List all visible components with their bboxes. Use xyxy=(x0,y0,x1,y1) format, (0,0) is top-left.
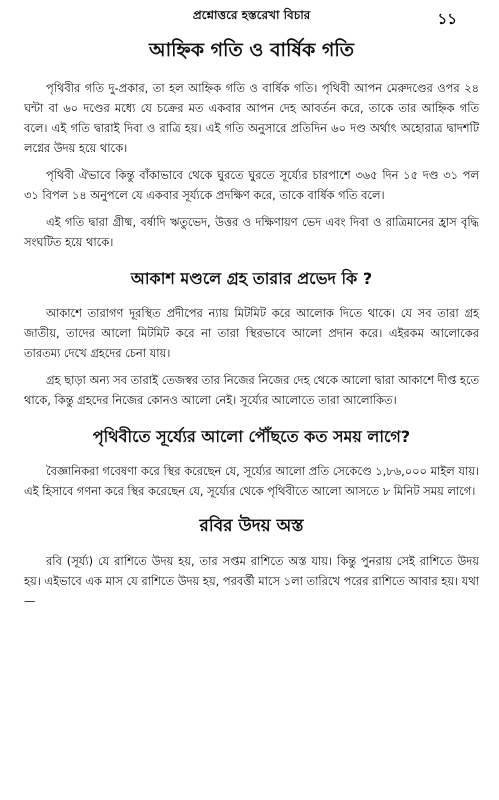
paragraph: পৃথিবী ঐভাবে কিন্তু বাঁকাভাবে থেকে ঘুরতে ঘুরতে সূর্য্যের চারপাশে ৩৬৫ দিন ১৫ দণ্ড ৩১ পল ৩১ বিপল ১৪ অনুপলে যে একবার সূর্য্যকে প্রদক্ষিণ করে, তাকে বার্ষিক গতি বলে। xyxy=(24,168,479,202)
section-sun-rise-set xyxy=(24,513,479,611)
book-title: প্রশ্নোত্তরে হস্তরেখা বিচার xyxy=(192,8,311,22)
paragraph: গ্রহ ছাড়া অন্য সব তারাই তেজস্বর তার নিজের নিজের দেহ থেকে আলো দ্বারা আকাশে দীপ্ত হতে থাকে, কিন্তু গ্রহদের নিজের কোনও আলো নেই। সূর্য্যের আলোতে তারা আলোকিত। xyxy=(24,373,479,407)
paragraph: আকাশে তারাগণ দূরস্থিত প্রদীপের ন্যায় মিটমিট করে আলোক দিতে থাকে। যে সব তারা গ্রহ জাতীয়, তাদের আলো মিটমিট করে না তারা স্থিরভাবে আলো প্রদান করে। এইরকম আলোকের তারতম্য দেখে গ্রহদের চেনা যায়। xyxy=(24,306,479,360)
section-heading: আকাশ মণ্ডলে গ্রহ তারার প্রভেদ কি ? xyxy=(130,269,373,288)
section-planet-star-difference xyxy=(24,266,479,410)
paragraph: পৃথিবীর গতি দু-প্রকার, তা হল আহ্নিক গতি ও বার্ষিক গতি। পৃথিবী আপন মেরুদণ্ডের ওপর ২৪ ঘন্টা বা ৬০ দণ্ডের মধ্যে যে চক্রের মত একবার আপন দেহ আবর্তন করে, তাকে তার আহ্নিক গতি বলে। এই গতি দ্বারাই দিবা ও রাত্রি হয়। এই গতি অনুসারে প্রতিদিন ৬০ দণ্ড অর্থাৎ অহোরাত্র দ্বাদশটি লগ্নের উদয় হয়ে থাকে। xyxy=(24,81,479,155)
page-number: ১১ xyxy=(437,10,457,28)
section-sunlight-travel-time xyxy=(24,424,479,501)
running-header xyxy=(24,0,479,34)
paragraph: রবি (সূর্য্য) যে রাশিতে উদয় হয়, তার সপ্তম রাশিতে অস্ত যায়। কিন্তু পুনরায় সেই রাশিতে উদয় হয়। এইভাবে এক মাস যে রাশিতে উদয় হয়, পরবর্ত্তী মাসে ১লা তারিখে পরের রাশিতে আবার হয়। যথা— xyxy=(24,554,479,608)
paragraph: এই গতি দ্বারা গ্রীষ্ম, বর্ষাদি ঋতুভেদ, উত্তর ও দক্ষিণায়ণ ভেদ এবং দিবা ও রাত্রিমানের হ্রাস বৃদ্ধি সংঘটিত হয়ে থাকে। xyxy=(24,215,479,249)
section-heading: পৃথিবীতে সূর্য্যের আলো পৌঁছতে কত সময় লাগে? xyxy=(92,427,411,446)
paragraph: বৈজ্ঞানিকরা গবেষণা করে স্থির করেছেন যে, সূর্য্যের আলো প্রতি সেকেণ্ডে ১,৮৬,০০০ মাইল যায়। এই হিসাবে গণনা করে স্থির করেছেন যে, সূর্য্যের থেকে পৃথিবীতে আলো আসতে ৮ মিনিট সময় লাগে। xyxy=(24,464,479,498)
section-heading: আহ্নিক গতি ও বার্ষিক গতি xyxy=(148,39,355,61)
section-diurnal-annual-motion xyxy=(24,36,479,252)
section-heading: রবির উদয় অস্ত xyxy=(199,516,304,536)
